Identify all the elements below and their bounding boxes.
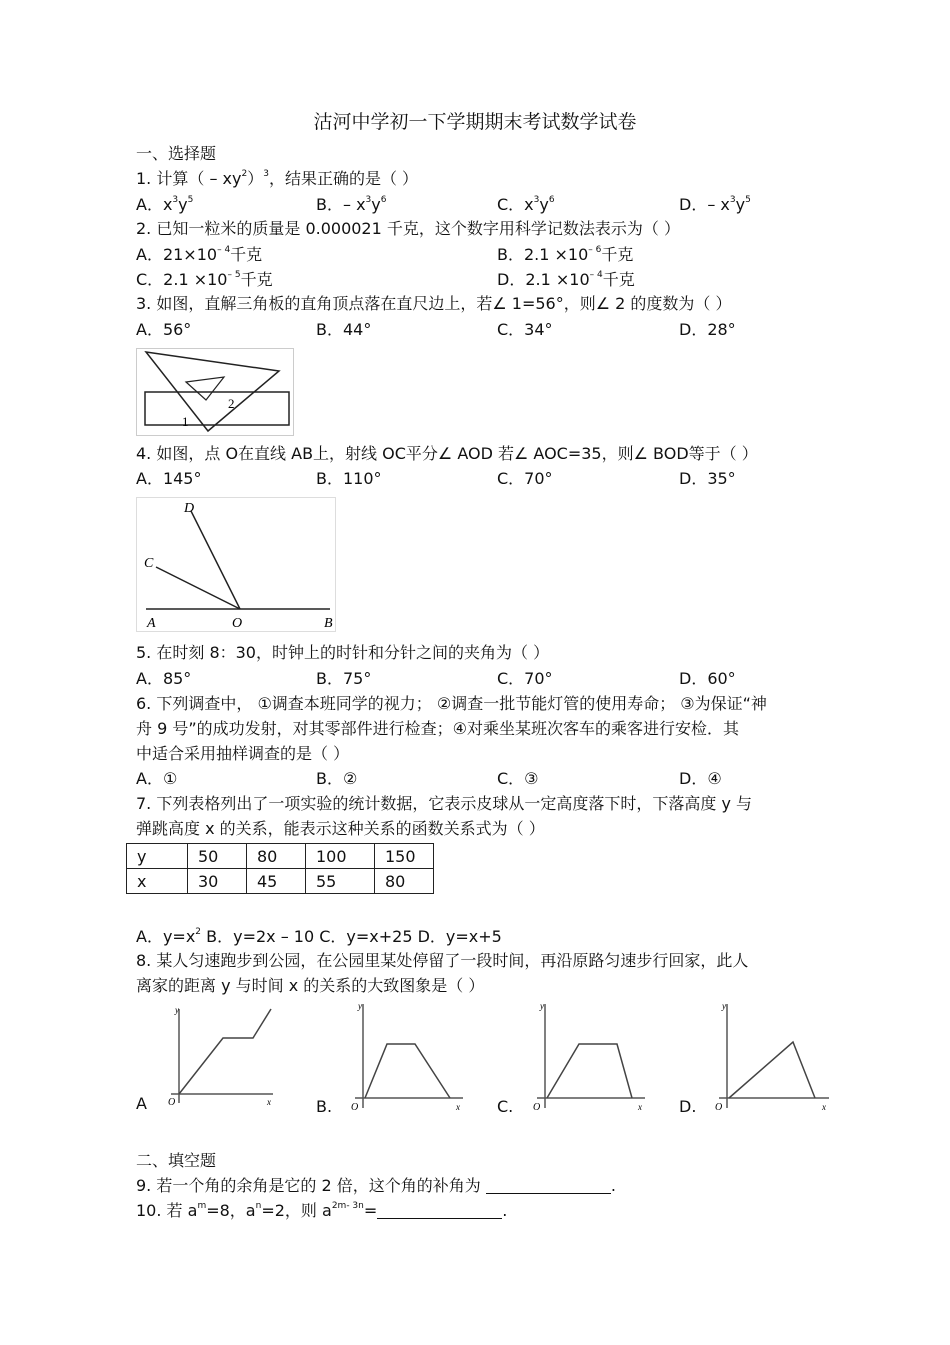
table-cell: 80 bbox=[247, 844, 306, 869]
graph-option-a bbox=[163, 1003, 275, 1108]
section-heading-choice: 一、选择题 bbox=[136, 144, 217, 163]
question-4-option-d: D．35° bbox=[679, 469, 736, 488]
question-10: 10. 若 $a^m=8$，$a^n=2$，则 $a^{2m- 3n}=$ . bbox=[136, 1201, 508, 1220]
question-7-options: A．$y=x^2$ B．y=2x – 10 C．y=x+25 D．y=x+5 bbox=[136, 927, 502, 946]
question-1-option-a: A．$x^3y^5$ bbox=[136, 195, 194, 214]
question-3-option-d: D．28° bbox=[679, 320, 736, 339]
table-cell: 30 bbox=[188, 869, 247, 894]
question-1-option-c: C．$x^3y^6$ bbox=[497, 195, 555, 214]
question-8-option-c-label: C. bbox=[497, 1097, 514, 1116]
question-2-option-c: C．$2.1 \times 10^{- 5}$千克 bbox=[136, 270, 273, 289]
svg-text:O: O bbox=[168, 1097, 176, 1108]
question-5-option-a: A．85° bbox=[136, 669, 192, 688]
answer-blank[interactable] bbox=[486, 1177, 611, 1194]
question-3-option-b: B．44° bbox=[316, 320, 372, 339]
question-5-option-d: D．60° bbox=[679, 669, 736, 688]
point-d-label: D bbox=[184, 501, 195, 516]
point-a-label: A bbox=[147, 616, 156, 631]
svg-text:x: x bbox=[638, 1102, 642, 1112]
svg-text:x: x bbox=[456, 1102, 460, 1112]
question-2-option-a: A．$21\times 10^{- 4}$千克 bbox=[136, 245, 263, 264]
question-4-stem: 4. 如图，点 O在直线 AB上，射线 OC平分∠ AOD 若∠ AOC=35，则∠ BOD等于（ ） bbox=[136, 444, 758, 463]
question-4-option-a: A．145° bbox=[136, 469, 202, 488]
svg-text:O: O bbox=[533, 1102, 541, 1113]
question-5-stem: 5. 在时刻 8：30，时钟上的时针和分针之间的夹角为（ ） bbox=[136, 643, 550, 662]
question-8-line-2: 离家的距离 y 与时间 x 的关系的大致图象是（ ） bbox=[136, 976, 485, 995]
table-cell: 55 bbox=[306, 869, 375, 894]
question-6-option-a: A．① bbox=[136, 769, 178, 788]
question-3-figure bbox=[136, 348, 294, 436]
data-table bbox=[126, 843, 434, 894]
table-cell: x bbox=[127, 869, 188, 894]
question-2-option-d: D．$2.1 \times 10^{- 4}$千克 bbox=[497, 270, 635, 289]
question-8-option-a-label: A bbox=[136, 1094, 147, 1113]
svg-text:y: y bbox=[722, 1001, 726, 1011]
table-cell: y bbox=[127, 844, 188, 869]
svg-text:x: x bbox=[267, 1097, 271, 1107]
question-1-option-b: B．– $x^3y^6$ bbox=[316, 195, 387, 214]
question-2-option-b: B．$2.1 \times 10^{- 6}$千克 bbox=[497, 245, 634, 264]
question-9: 9. 若一个角的余角是它的 2 倍，这个角的补角为 . bbox=[136, 1176, 616, 1195]
question-4-figure bbox=[136, 497, 336, 632]
question-6-option-b: B．② bbox=[316, 769, 358, 788]
question-3-stem: 3. 如图，直解三角板的直角顶点落在直尺边上，若∠ 1=56°，则∠ 2 的度数为（ ） bbox=[136, 294, 732, 313]
svg-text:O: O bbox=[351, 1102, 359, 1113]
question-3-option-a: A．56° bbox=[136, 320, 192, 339]
svg-text:y: y bbox=[358, 1001, 362, 1011]
question-8-line-1: 8. 某人匀速跑步到公园，在公园里某处停留了一段时间，再沿原路匀速步行回家，此人 bbox=[136, 951, 749, 970]
question-6-line-3: 中适合采用抽样调查的是（ ） bbox=[136, 744, 350, 763]
angle-2-label: 2 bbox=[228, 396, 235, 411]
graph-option-c bbox=[527, 1000, 647, 1113]
svg-text:O: O bbox=[715, 1102, 723, 1113]
question-4-option-b: B．110° bbox=[316, 469, 382, 488]
question-6-line-2: 舟 9 号”的成功发射，对其零部件进行检查；④对乘坐某班次客车的乘客进行安检．其 bbox=[136, 719, 739, 738]
question-1-option-d: D．– $x^3y^5$ bbox=[679, 195, 751, 214]
angle-1-label: 1 bbox=[182, 414, 189, 429]
table-cell: 45 bbox=[247, 869, 306, 894]
question-1-stem: 1. 计算（ – $xy^2)^3$，结果正确的是（ ） bbox=[136, 169, 419, 188]
question-5-option-b: B．75° bbox=[316, 669, 372, 688]
svg-text:y: y bbox=[175, 1005, 179, 1015]
answer-blank[interactable] bbox=[377, 1202, 502, 1219]
question-5-option-c: C．70° bbox=[497, 669, 553, 688]
svg-text:x: x bbox=[822, 1102, 826, 1112]
question-7-line-2: 弹跳高度 x 的关系，能表示这种关系的函数关系式为（ ） bbox=[136, 819, 545, 838]
table-row bbox=[127, 869, 434, 894]
question-2-stem: 2. 已知一粒米的质量是 0.000021 千克，这个数字用科学记数法表示为（ ） bbox=[136, 219, 680, 238]
question-8-option-b-label: B. bbox=[316, 1097, 333, 1116]
graph-option-b bbox=[345, 1000, 465, 1113]
point-b-label: B bbox=[324, 616, 333, 631]
question-7-line-1: 7. 下列表格列出了一项实验的统计数据，它表示皮球从一定高度落下时，下落高度 y 与 bbox=[136, 794, 752, 813]
question-6-option-c: C．③ bbox=[497, 769, 539, 788]
table-cell: 150 bbox=[375, 844, 434, 869]
point-c-label: C bbox=[144, 556, 154, 571]
page-title: 沽河中学初一下学期期末考试数学试卷 bbox=[313, 111, 637, 133]
section-heading-fill: 二、填空题 bbox=[136, 1151, 217, 1170]
point-o-label: O bbox=[232, 616, 243, 631]
table-row bbox=[127, 844, 434, 869]
table-cell: 100 bbox=[306, 844, 375, 869]
question-3-option-c: C．34° bbox=[497, 320, 553, 339]
question-4-option-c: C．70° bbox=[497, 469, 553, 488]
question-6-option-d: D．④ bbox=[679, 769, 722, 788]
graph-option-d bbox=[709, 1000, 831, 1113]
table-cell: 80 bbox=[375, 869, 434, 894]
question-6-line-1: 6. 下列调查中， ①调查本班同学的视力； ②调查一批节能灯管的使用寿命； ③为保证“神 bbox=[136, 694, 767, 713]
svg-text:y: y bbox=[540, 1001, 544, 1011]
table-cell: 50 bbox=[188, 844, 247, 869]
question-8-option-d-label: D. bbox=[679, 1097, 697, 1116]
